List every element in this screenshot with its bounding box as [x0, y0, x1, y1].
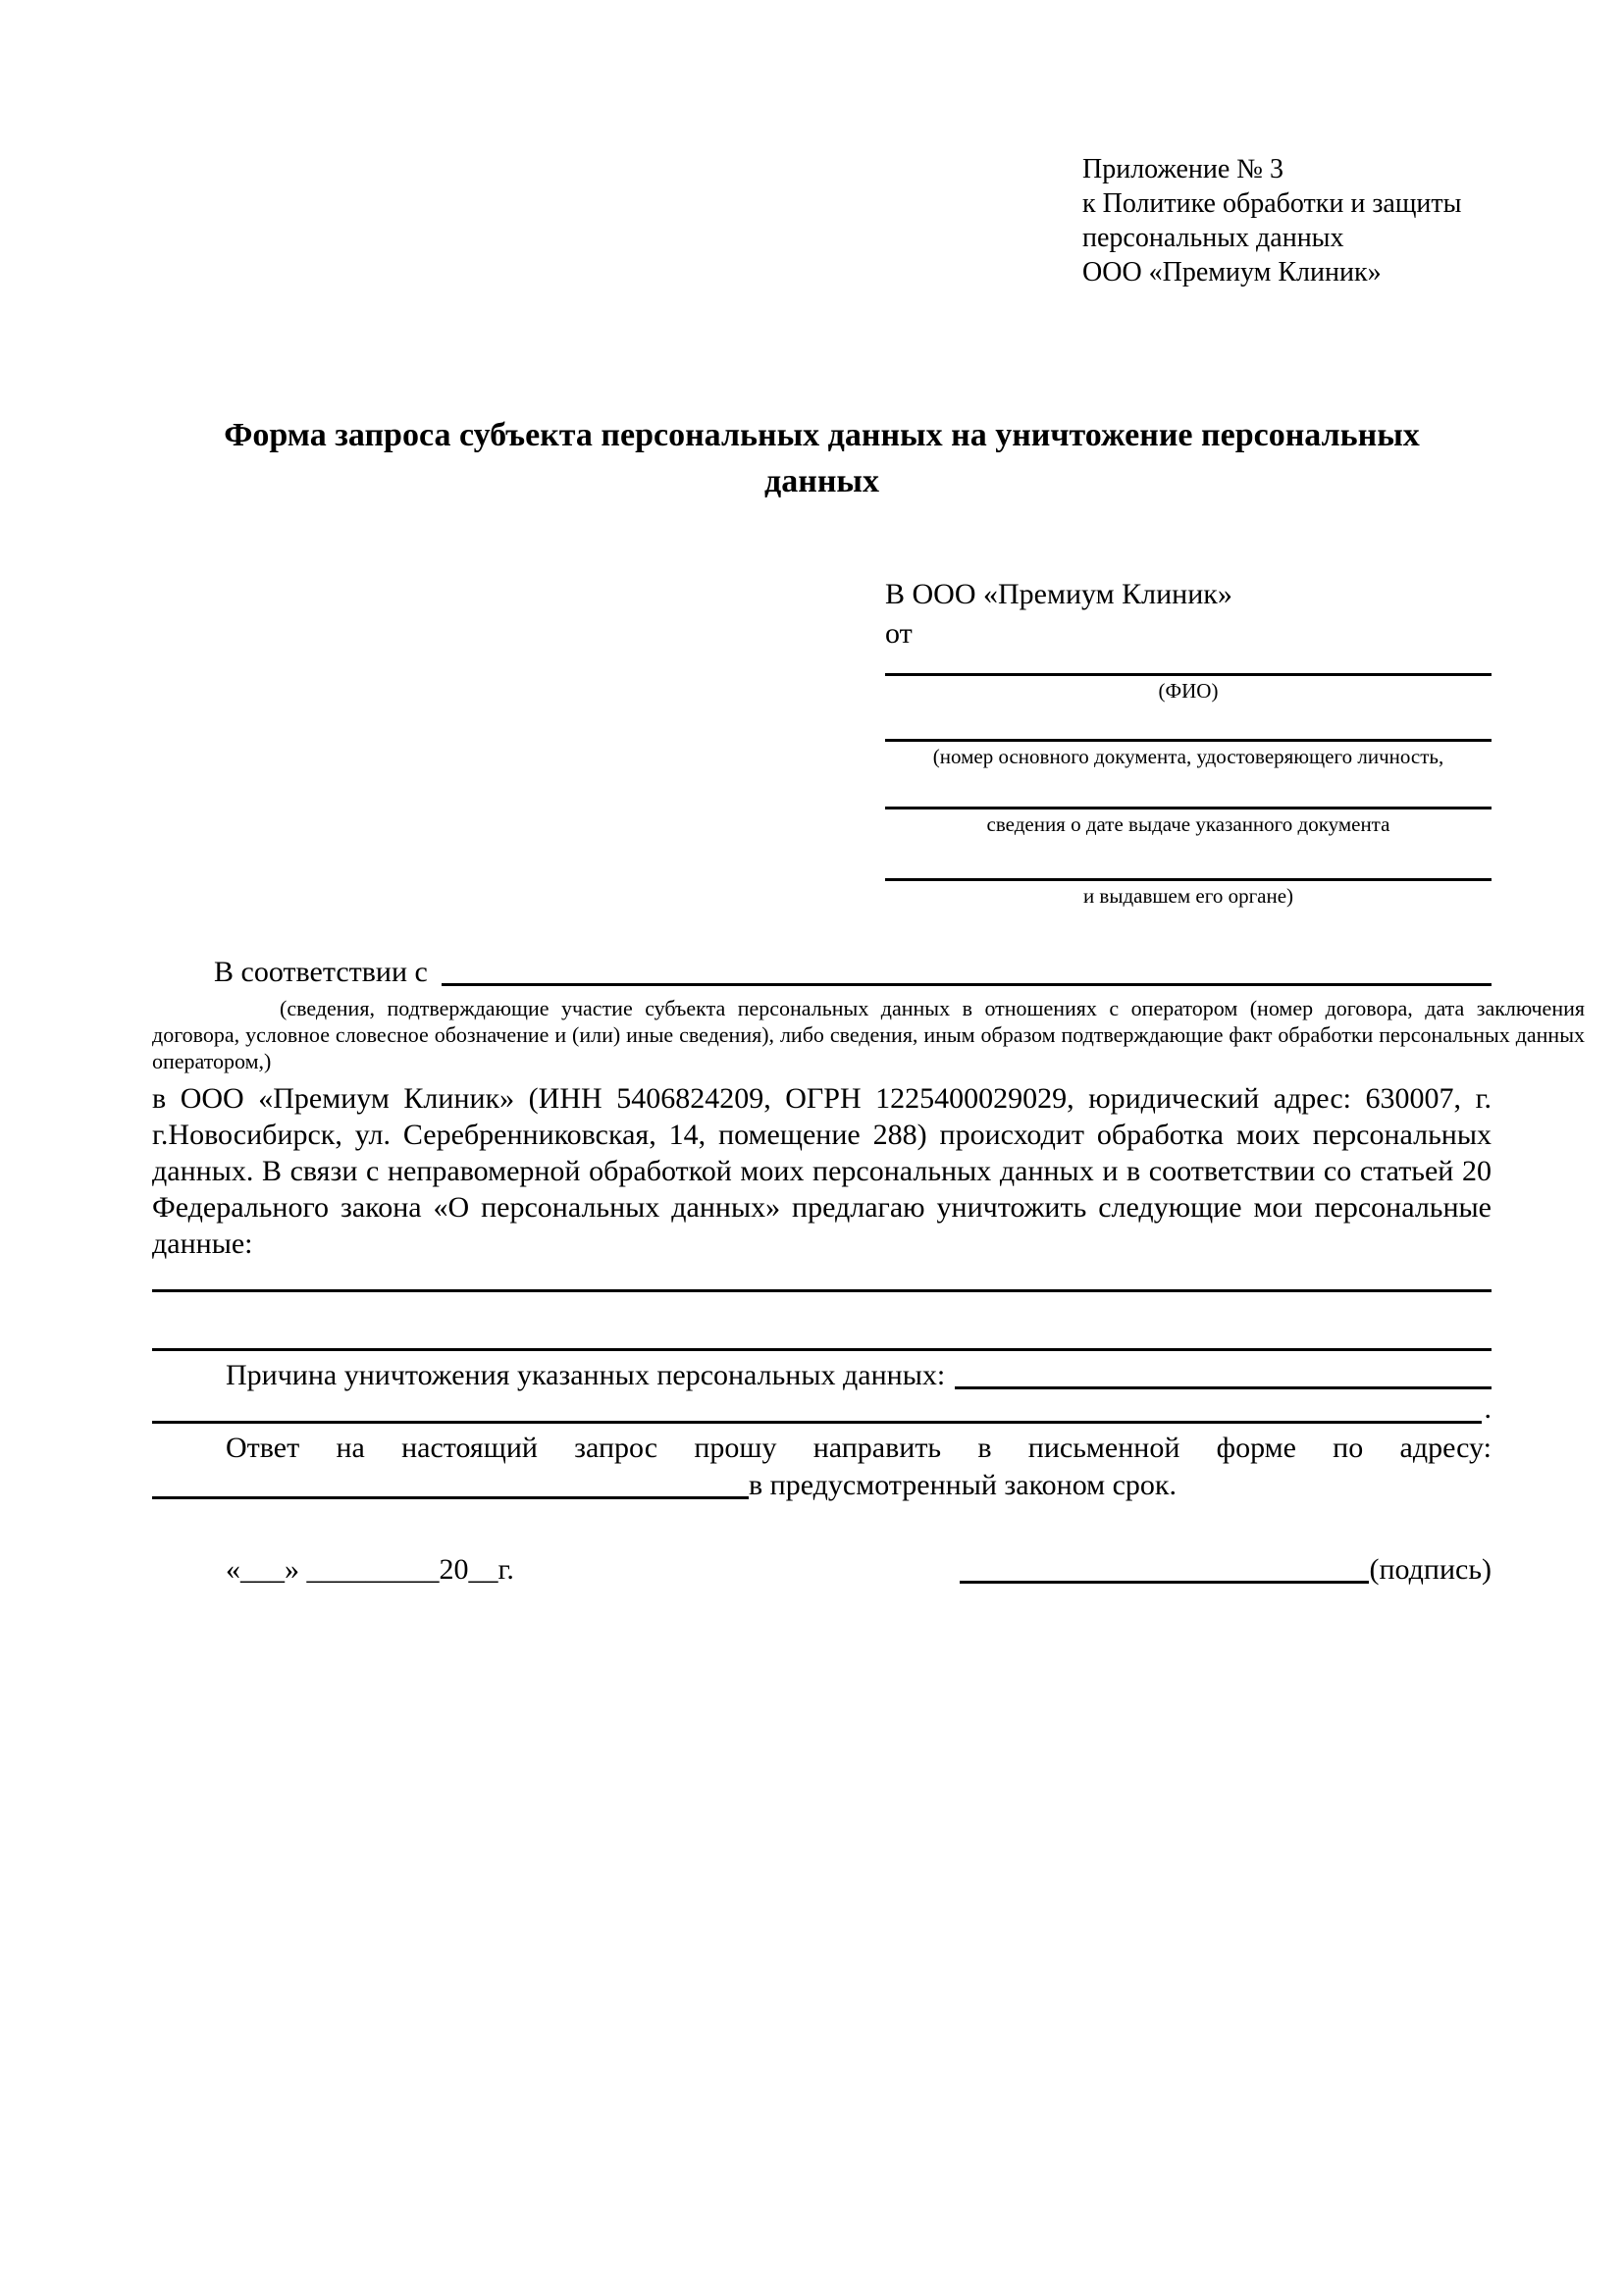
document-number-caption: (номер основного документа, удостоверяющего личность,	[932, 745, 1444, 768]
recipient-organization: В ООО «Премиум Клиник»	[885, 578, 1232, 610]
reason-blank-line	[955, 1357, 1492, 1389]
accordance-note: (сведения, подтверждающие участие субъекта персональных данных в отношениях с оператором (номер договора, дата заключения договора, условное словесное обозначение и (или) иные сведения), либо сведения, иным образом подтверждающие факт обработки персональных данных оператором,)	[152, 996, 1585, 1073]
answer-sentence: Ответ на настоящий запрос прошу направить в письменной форме по адресу:	[226, 1432, 1492, 1464]
appendix-header-line-1: Приложение № 3	[1082, 154, 1283, 184]
sentence-period: .	[1484, 1392, 1492, 1425]
reason-blank-line-2	[152, 1394, 1482, 1424]
issue-date-field	[885, 769, 1492, 837]
answer-tail-text: в предусмотренный законом срок.	[749, 1469, 1177, 1501]
footer-row	[152, 1551, 1492, 1589]
document-number-blank-line	[885, 704, 1492, 742]
fio-caption: (ФИО)	[1158, 679, 1219, 703]
personal-data-blank-line-2	[152, 1292, 1492, 1351]
appendix-header-line-3: персональных данных	[1082, 223, 1344, 253]
issuing-authority-blank-line	[885, 837, 1492, 881]
accordance-row	[152, 954, 1492, 991]
signature-group	[960, 1551, 1492, 1589]
issue-date-caption: сведения о дате выдаче указанного документа	[986, 812, 1390, 836]
date-line: «___» _________20__г.	[226, 1553, 514, 1586]
appendix-header-line-2: к Политике обработки и защиты	[1082, 188, 1462, 219]
fio-field	[885, 653, 1492, 704]
reason-row	[152, 1357, 1492, 1394]
issue-date-blank-line	[885, 769, 1492, 809]
main-paragraph: в ООО «Премиум Клиник» (ИНН 5406824209, ОГРН 1225400029029, юридический адрес: 630007, г. г.Новосибирск, ул. Серебренниковская, 14, помещение 288) происходит обработка моих персональных данных. В связи с неправомерной обработкой моих персональных данных и в соответствии со статьей 20 Федерального закона «О персональных данных» предлагаю уничтожить следующие мои персональные данные:	[152, 1082, 1492, 1260]
document-number-field	[885, 704, 1492, 769]
document-title: Форма запроса субъекта персональных данных на уничтожение персональных данных	[224, 417, 1420, 499]
appendix-header	[1082, 152, 1492, 289]
address-row	[152, 1467, 1492, 1504]
signature-caption: (подпись)	[1369, 1553, 1492, 1586]
signature-blank-line	[960, 1551, 1369, 1584]
appendix-header-line-4: ООО «Премиум Клиник»	[1082, 257, 1382, 287]
issuing-authority-caption: и выдавшем его органе)	[1082, 884, 1294, 908]
reason-label: Причина уничтожения указанных персональных данных:	[226, 1359, 946, 1391]
address-blank-line	[152, 1467, 749, 1499]
recipient-from-label: от	[885, 617, 913, 650]
issuing-authority-field	[885, 837, 1492, 909]
accordance-label: В соответствии с	[214, 956, 428, 988]
recipient-block	[885, 575, 1492, 909]
reason-continuation-row	[152, 1394, 1492, 1424]
fio-blank-line	[885, 653, 1492, 676]
personal-data-blank-line-1	[152, 1262, 1492, 1292]
accordance-blank-line	[442, 954, 1492, 986]
